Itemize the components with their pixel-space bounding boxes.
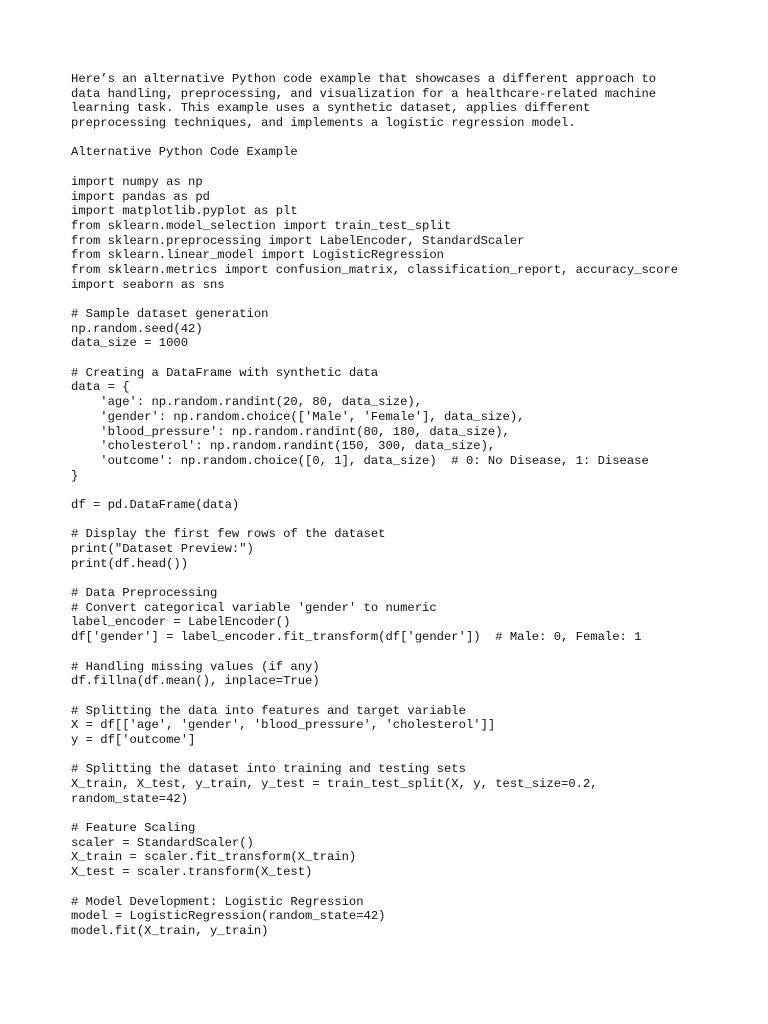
text-line: # Display the first few rows of the dataset (71, 527, 386, 542)
text-line: y = df['outcome'] (71, 732, 196, 747)
text-line: # Feature Scaling (71, 821, 196, 836)
text-line (71, 513, 751, 528)
text-line: 'cholesterol': np.random.randint(150, 300, data_size), (71, 439, 496, 454)
text-line: import seaborn as sns (71, 277, 225, 292)
text-line: 'age': np.random.randint(20, 80, data_size), (71, 395, 423, 410)
text-line (71, 351, 751, 366)
text-line: label_encoder = LabelEncoder() (71, 615, 291, 630)
text-line: import matplotlib.pyplot as plt (71, 204, 298, 219)
text-line (71, 806, 751, 821)
text-line: import pandas as pd (71, 189, 210, 204)
text-line (71, 160, 751, 175)
text-line: print("Dataset Preview:") (71, 542, 254, 556)
text-line (71, 571, 751, 586)
text-line: # Creating a DataFrame with synthetic data (71, 365, 379, 380)
text-line (71, 748, 751, 763)
text-line: from sklearn.linear_model import LogisticRegression (71, 248, 444, 263)
text-line: from sklearn.preprocessing import LabelEncoder, StandardScaler (71, 233, 525, 248)
text-line: 'blood_pressure': np.random.randint(80, 180, data_size), (71, 424, 510, 439)
text-line (71, 292, 751, 307)
text-line: # Splitting the dataset into training and testing sets (71, 762, 466, 777)
text-line: X = df[['age', 'gender', 'blood_pressure', 'cholesterol']] (71, 718, 496, 733)
text-line: model.fit(X_train, y_train) (71, 923, 269, 938)
text-line: import numpy as np (71, 174, 203, 189)
text-line: data = { (71, 380, 130, 395)
text-line (71, 131, 751, 146)
text-line: df['gender'] = label_encoder.fit_transform(df['gender']) # Male: 0, Female: 1 (71, 630, 642, 645)
text-line: df = pd.DataFrame(data) (71, 497, 240, 512)
text-line: X_train = scaler.fit_transform(X_train) (71, 850, 357, 865)
text-line: data_size = 1000 (71, 336, 189, 351)
text-line: # Splitting the data into features and target variable (71, 703, 466, 718)
text-line: scaler = StandardScaler() (71, 835, 254, 850)
text-line: X_train, X_test, y_train, y_test = train_test_split(X, y, test_size=0.2, (71, 777, 598, 791)
text-line: # Data Preprocessing (71, 586, 218, 601)
text-line: df.fillna(df.mean(), inplace=True) (71, 674, 320, 689)
text-line: 'gender': np.random.choice(['Male', 'Female'], data_size), (71, 409, 525, 424)
text-line: Here’s an alternative Python code example that showcases a different approach to (71, 72, 657, 86)
text-line: # Model Development: Logistic Regression (71, 894, 364, 909)
text-line (71, 645, 751, 660)
text-line: # Sample dataset generation (71, 307, 269, 321)
text-line: np.random.seed(42) (71, 321, 203, 336)
text-line (71, 689, 751, 704)
text-line: # Convert categorical variable 'gender' to numeric (71, 600, 437, 615)
text-line: print(df.head()) (71, 556, 189, 571)
text-line: model = LogisticRegression(random_state=42) (71, 909, 386, 924)
text-line (71, 880, 751, 895)
text-line: preprocessing techniques, and implements a logistic regression model. (71, 116, 576, 131)
text-line: X_test = scaler.transform(X_test) (71, 865, 313, 880)
text-line: random_state=42) (71, 791, 189, 806)
text-line: Alternative Python Code Example (71, 145, 298, 160)
text-line: } (71, 468, 79, 483)
text-line: 'outcome': np.random.choice([0, 1], data_size) # 0: No Disease, 1: Disease (71, 453, 649, 468)
text-line (71, 483, 751, 498)
text-line: from sklearn.metrics import confusion_matrix, classification_report, accuracy_score (71, 262, 679, 277)
text-line: learning task. This example uses a synthetic dataset, applies different (71, 101, 591, 116)
text-line: data handling, preprocessing, and visualization for a healthcare-related machine (71, 86, 657, 101)
text-line: from sklearn.model_selection import train_test_split (71, 218, 452, 233)
document-body (71, 72, 751, 939)
text-line: # Handling missing values (if any) (71, 659, 320, 674)
